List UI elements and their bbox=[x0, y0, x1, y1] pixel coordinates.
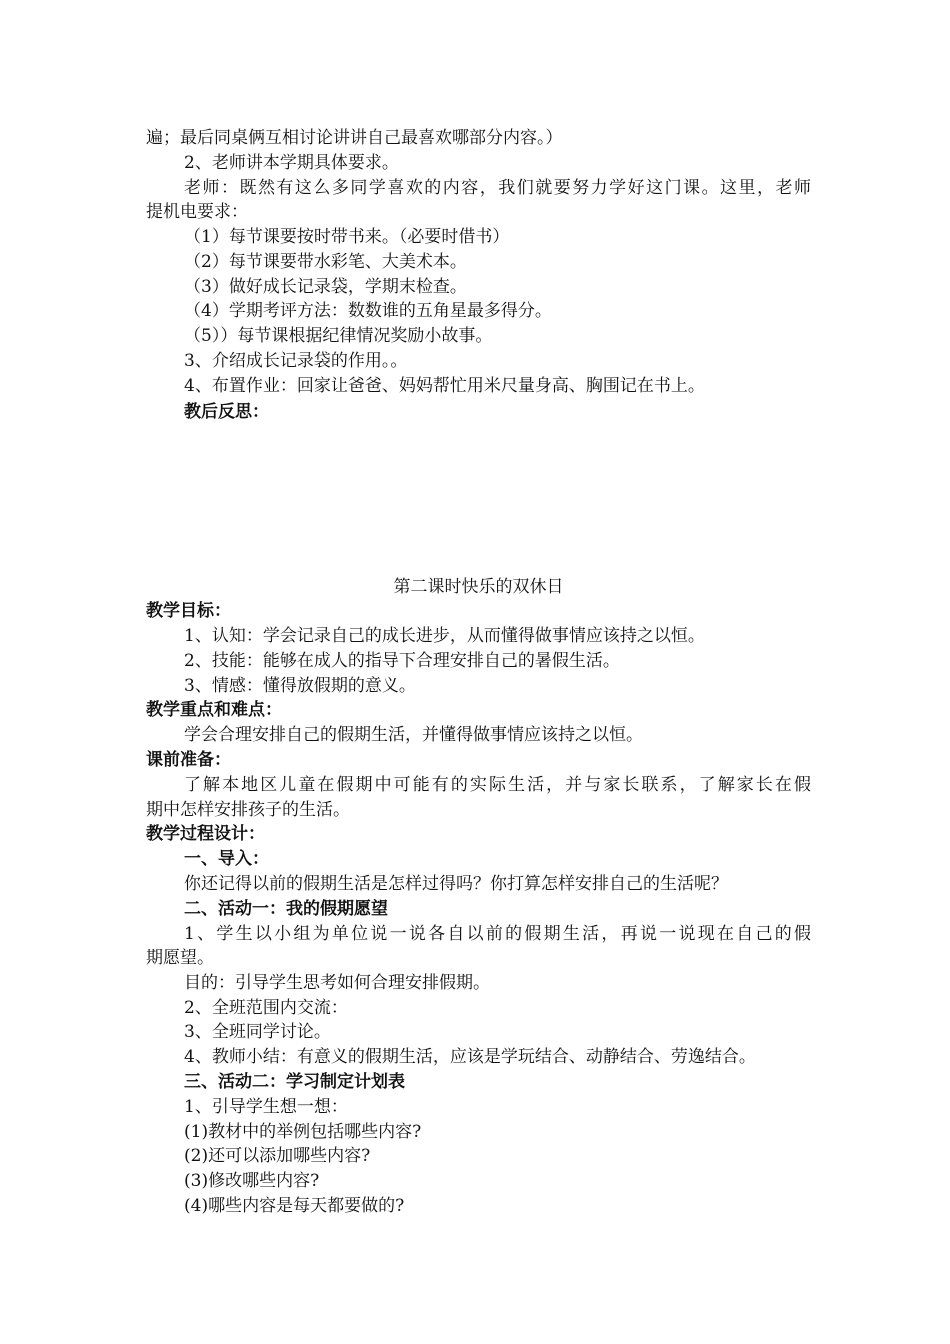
requirement-1: （1）每节课要按时带书来。（必要时借书） bbox=[184, 227, 510, 247]
item-3: 3、介绍成长记录袋的作用。。 bbox=[184, 351, 408, 371]
activity1-step4: 4、教师小结：有意义的假期生活，应该是学玩结合、动静结合、劳逸结合。 bbox=[184, 1047, 756, 1067]
activity1-step1-line1: 1、学生以小组为单位说一说各自以前的假期生活，再说一说现在自己的假 bbox=[184, 924, 811, 944]
activity1-purpose: 目的：引导学生思考如何合理安排假期。 bbox=[184, 973, 490, 993]
activity1-step2: 2、全班范围内交流： bbox=[184, 998, 348, 1018]
reflection-heading: 教后反思： bbox=[184, 402, 269, 422]
goal-3: 3、情感：懂得放假期的意义。 bbox=[184, 676, 416, 696]
requirement-5: （5））每节课根据纪律情况奖励小故事。 bbox=[184, 326, 493, 346]
intro-text: 你还记得以前的假期生活是怎样过得吗？你打算怎样安排自己的生活呢？ bbox=[184, 874, 728, 894]
key-points-text: 学会合理安排自己的假期生活，并懂得做事情应该持之以恒。 bbox=[184, 725, 643, 745]
lesson-title: 第二课时快乐的双休日 bbox=[393, 577, 564, 597]
question-4: (4)哪些内容是每天都要做的? bbox=[184, 1196, 405, 1216]
question-3: (3)修改哪些内容? bbox=[184, 1171, 320, 1191]
item-2: 2、老师讲本学期具体要求。 bbox=[184, 153, 399, 173]
activity2-heading: 三、活动二：学习制定计划表 bbox=[184, 1072, 405, 1092]
question-1: (1)教材中的举例包括哪些内容? bbox=[184, 1122, 422, 1142]
activity1-step1-line2: 期愿望。 bbox=[146, 948, 214, 968]
activity1-step3: 3、全班同学讨论。 bbox=[184, 1022, 331, 1042]
activity1-heading: 二、活动一：我的假期愿望 bbox=[184, 899, 388, 919]
intro-heading: 一、导入： bbox=[184, 849, 269, 869]
preparation-heading: 课前准备： bbox=[146, 750, 231, 770]
preparation-line1: 了解本地区儿童在假期中可能有的实际生活，并与家长联系，了解家长在假 bbox=[184, 775, 811, 795]
process-heading: 教学过程设计： bbox=[146, 824, 265, 844]
goal-1: 1、认知：学会记录自己的成长进步，从而懂得做事情应该持之以恒。 bbox=[184, 626, 705, 646]
activity2-step1: 1、引导学生想一想： bbox=[184, 1097, 348, 1117]
question-2: (2)还可以添加哪些内容? bbox=[184, 1146, 371, 1166]
teacher-speech-line1: 老师：既然有这么多同学喜欢的内容，我们就要努力学好这门课。这里，老师 bbox=[184, 178, 811, 198]
requirement-4: （4）学期考评方法：数数谁的五角星最多得分。 bbox=[184, 301, 552, 321]
teacher-speech-line2: 提机电要求： bbox=[146, 202, 248, 222]
requirement-3: （3）做好成长记录袋，学期末检查。 bbox=[184, 277, 467, 297]
requirement-2: （2）每节课要带水彩笔、大美术本。 bbox=[184, 252, 467, 272]
goal-2: 2、技能：能够在成人的指导下合理安排自己的暑假生活。 bbox=[184, 651, 620, 671]
paragraph-continuation: 遍；最后同桌俩互相讨论讲讲自己最喜欢哪部分内容。） bbox=[146, 128, 563, 148]
key-points-heading: 教学重点和难点： bbox=[146, 700, 282, 720]
goals-heading: 教学目标： bbox=[146, 601, 231, 621]
preparation-line2: 期中怎样安排孩子的生活。 bbox=[146, 800, 350, 820]
item-4: 4、布置作业：回家让爸爸、妈妈帮忙用米尺量身高、胸围记在书上。 bbox=[184, 376, 705, 396]
